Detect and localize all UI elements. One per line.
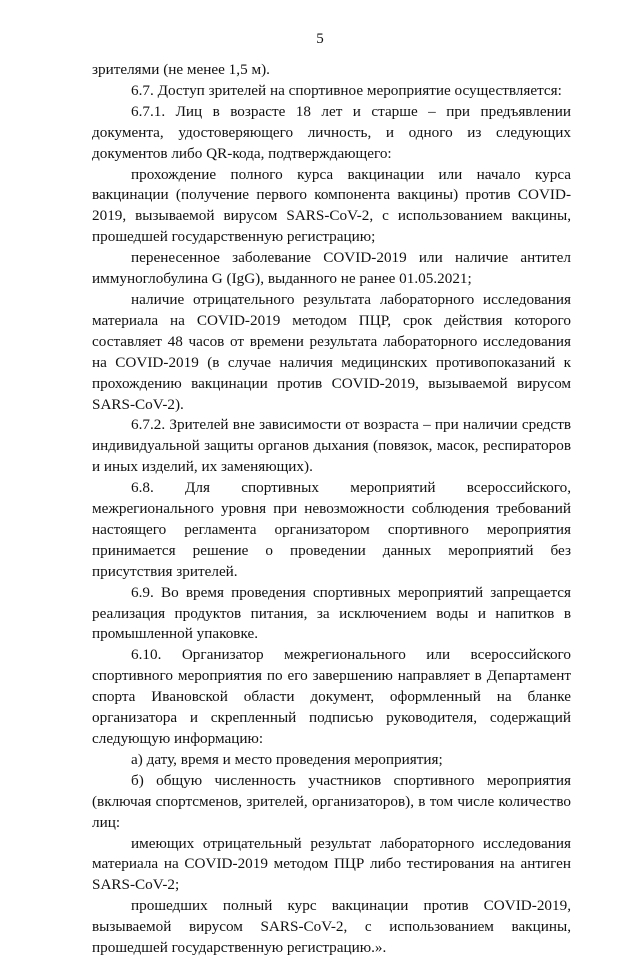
page-number: 5	[316, 31, 324, 47]
paragraph-full-vaccination: прошедших полный курс вакцинации против COVID-2019, вызываемой вирусом SARS-CoV-2, с использованием вакцины, прошедшей государственную регистрацию.».	[92, 897, 571, 957]
paragraph-pcr-test: наличие отрицательного результата лабораторного исследования материала на COVID-2019 методом ПЦР, срок действия которого составляет 48 часов от времени результата лабораторного исследования на COVID-2019 (в случае наличия медицинских противопоказаний к прохождению вакцинации против COVID-2019, вызываемой вирусом SARS-CoV-2).	[92, 290, 571, 413]
paragraph-6-9: 6.9. Во время проведения спортивных мероприятий запрещается реализация продуктов питания, за исключением воды и напитков в промышленной упаковке.	[92, 583, 571, 643]
list-item-b: б) общую численность участников спортивного мероприятия (включая спортсменов, зрителей, организаторов), в том числе количество лиц:	[92, 771, 571, 831]
paragraph-6-7-2: 6.7.2. Зрителей вне зависимости от возраста – при наличии средств индивидуальной защиты органов дыхания (повязок, масок, респираторов и иных изделий, их заменяющих).	[92, 416, 571, 476]
paragraph-recovered: перенесенное заболевание COVID-2019 или наличие антител иммуноглобулина G (IgG), выданного не ранее 01.05.2021;	[92, 249, 571, 288]
paragraph-6-8: 6.8. Для спортивных мероприятий всероссийского, межрегионального уровня при невозможности соблюдения требований настоящего регламента организатором спортивного мероприятия принимается решение о проведении данных мероприятий без присутствия зрителей.	[92, 479, 571, 580]
paragraph-negative-result: имеющих отрицательный результат лабораторного исследования материала на COVID-2019 методом ПЦР либо тестирования на антиген SARS-CoV-2;	[92, 834, 571, 894]
paragraph-6-7: 6.7. Доступ зрителей на спортивное мероприятие осуществляется:	[131, 81, 562, 99]
list-item-a: а) дату, время и место проведения мероприятия;	[131, 750, 443, 768]
paragraph-vaccination: прохождение полного курса вакцинации или начало курса вакцинации (получение первого компонента вакцины) против COVID-2019, вызываемой вирусом SARS-CoV-2, с использованием вакцины, прошедшей государственную регистрацию;	[92, 165, 571, 246]
paragraph-continuation: зрителями (не менее 1,5 м).	[92, 61, 270, 78]
document-body	[92, 60, 571, 959]
paragraph-6-10: 6.10. Организатор межрегионального или всероссийского спортивного мероприятия по его завершению направляет в Департамент спорта Ивановской области документ, оформленный на бланке организатора и скрепленный подписью руководителя, содержащий следующую информацию:	[92, 646, 571, 747]
paragraph-6-7-1: 6.7.1. Лиц в возрасте 18 лет и старше – при предъявлении документа, удостоверяющего личность, и одного из следующих документов либо QR-кода, подтверждающего:	[92, 102, 571, 162]
